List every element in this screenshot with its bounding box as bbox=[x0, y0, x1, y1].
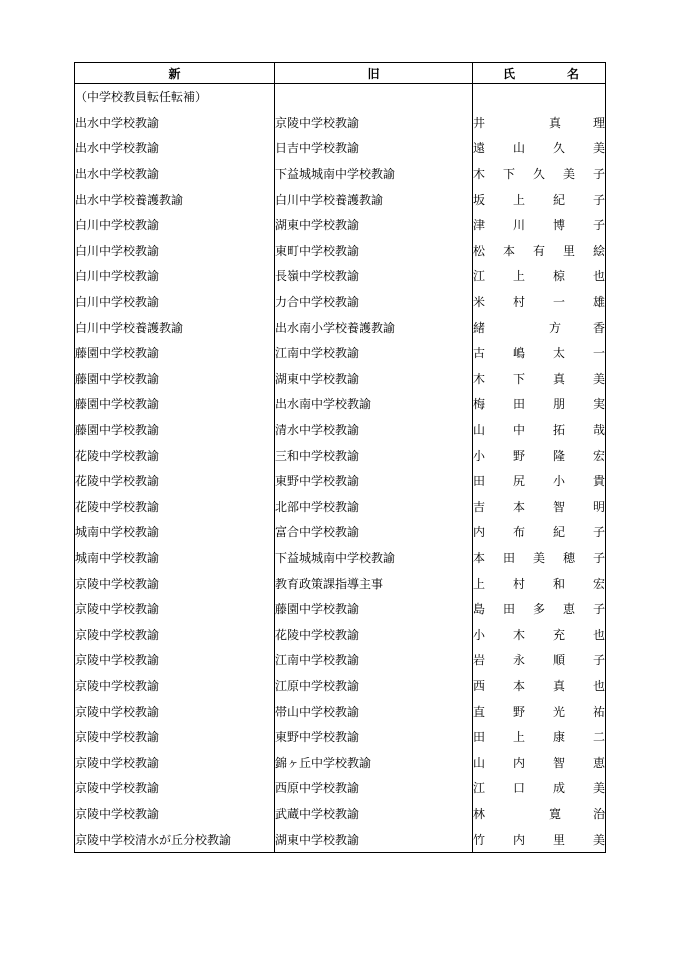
name-char: 二 bbox=[592, 730, 605, 745]
name-char: 恵 bbox=[562, 602, 575, 617]
name-char: 紀 bbox=[552, 525, 565, 540]
person-name bbox=[473, 775, 606, 801]
name-char: 隆 bbox=[552, 448, 565, 463]
name-char: 智 bbox=[552, 755, 565, 770]
name-char: 尻 bbox=[512, 474, 525, 489]
person-name bbox=[473, 545, 606, 571]
table-row bbox=[75, 135, 606, 161]
name-char: 光 bbox=[552, 704, 565, 719]
header-name-char: 名 bbox=[566, 66, 579, 81]
name-char: 美 bbox=[562, 167, 575, 182]
name-char: 方 bbox=[548, 320, 561, 335]
name-char: 也 bbox=[592, 627, 605, 642]
new-position: 京陵中学校教諭 bbox=[75, 698, 275, 724]
old-position: 教育政策課指導主事 bbox=[275, 570, 473, 596]
name-char: 美 bbox=[592, 371, 605, 386]
name-char: 島 bbox=[473, 602, 486, 617]
table-row bbox=[75, 417, 606, 443]
name-char: 一 bbox=[592, 346, 605, 361]
new-position: 出水中学校養護教諭 bbox=[75, 186, 275, 212]
person-name bbox=[473, 749, 606, 775]
old-position: 藤園中学校教諭 bbox=[275, 596, 473, 622]
name-char: 多 bbox=[532, 602, 545, 617]
old-position: 錦ヶ丘中学校教諭 bbox=[275, 749, 473, 775]
old-position: 湖東中学校教諭 bbox=[275, 826, 473, 852]
name-char: 子 bbox=[592, 218, 605, 233]
old-position: 東野中学校教諭 bbox=[275, 468, 473, 494]
name-char: 緒 bbox=[473, 320, 486, 335]
name-char: 坂 bbox=[473, 192, 486, 207]
name-char: 上 bbox=[512, 730, 525, 745]
person-name bbox=[473, 494, 606, 520]
old-position: 湖東中学校教諭 bbox=[275, 366, 473, 392]
new-position: 京陵中学校教諭 bbox=[75, 673, 275, 699]
name-char: 口 bbox=[512, 781, 525, 796]
person-name bbox=[473, 186, 606, 212]
name-char: 梅 bbox=[473, 397, 486, 412]
name-char: 内 bbox=[512, 832, 525, 847]
new-position: 出水中学校教諭 bbox=[75, 110, 275, 136]
name-char: 竹 bbox=[473, 832, 486, 847]
name-char: 拓 bbox=[552, 423, 565, 438]
name-char: 理 bbox=[592, 115, 605, 130]
old-position: 西原中学校教諭 bbox=[275, 775, 473, 801]
name-char: 直 bbox=[473, 704, 486, 719]
old-position: 出水南中学校教諭 bbox=[275, 391, 473, 417]
name-char: 朋 bbox=[552, 397, 565, 412]
header-new: 新 bbox=[75, 63, 275, 84]
old-position: 長嶺中学校教諭 bbox=[275, 263, 473, 289]
name-char: 雄 bbox=[592, 295, 605, 310]
table-row bbox=[75, 801, 606, 827]
name-char: 和 bbox=[552, 576, 565, 591]
name-char: 吉 bbox=[473, 499, 486, 514]
name-char: 美 bbox=[532, 550, 545, 565]
name-char: 一 bbox=[552, 295, 565, 310]
name-char: 本 bbox=[473, 550, 486, 565]
name-char: 山 bbox=[473, 423, 486, 438]
name-char: 実 bbox=[592, 397, 605, 412]
old-position: 日吉中学校教諭 bbox=[275, 135, 473, 161]
new-position: 出水中学校教諭 bbox=[75, 161, 275, 187]
table-row bbox=[75, 621, 606, 647]
new-position: 白川中学校養護教諭 bbox=[75, 314, 275, 340]
name-char: 子 bbox=[592, 167, 605, 182]
person-name bbox=[473, 724, 606, 750]
name-char: 上 bbox=[512, 269, 525, 284]
table-row bbox=[75, 212, 606, 238]
name-char: 田 bbox=[473, 730, 486, 745]
name-char: 美 bbox=[592, 832, 605, 847]
name-char: 香 bbox=[592, 320, 605, 335]
name-char: 明 bbox=[592, 499, 605, 514]
name-char: 子 bbox=[592, 653, 605, 668]
header-name-char: 氏 bbox=[503, 66, 516, 81]
person-name bbox=[473, 417, 606, 443]
table-row bbox=[75, 673, 606, 699]
name-char: 里 bbox=[552, 832, 565, 847]
new-position: 白川中学校教諭 bbox=[75, 212, 275, 238]
table-row bbox=[75, 749, 606, 775]
name-char: 祐 bbox=[592, 704, 605, 719]
name-char: 宏 bbox=[592, 448, 605, 463]
name-char: 内 bbox=[473, 525, 486, 540]
name-char: 川 bbox=[512, 218, 525, 233]
new-position: 京陵中学校教諭 bbox=[75, 749, 275, 775]
name-char: 子 bbox=[592, 602, 605, 617]
old-position: 富合中学校教諭 bbox=[275, 519, 473, 545]
person-name bbox=[473, 570, 606, 596]
name-char: 下 bbox=[502, 167, 515, 182]
table-row bbox=[75, 161, 606, 187]
new-position: 京陵中学校清水が丘分校教諭 bbox=[75, 826, 275, 852]
name-char: 美 bbox=[592, 781, 605, 796]
old-position: 下益城城南中学校教諭 bbox=[275, 545, 473, 571]
table-row bbox=[75, 570, 606, 596]
old-position: 清水中学校教諭 bbox=[275, 417, 473, 443]
table-row bbox=[75, 366, 606, 392]
header-row bbox=[75, 63, 606, 84]
old-position: 三和中学校教諭 bbox=[275, 442, 473, 468]
name-char: 内 bbox=[512, 755, 525, 770]
name-char: 野 bbox=[512, 448, 525, 463]
table-row bbox=[75, 494, 606, 520]
name-char: 村 bbox=[512, 576, 525, 591]
name-char: 小 bbox=[552, 474, 565, 489]
name-char: 貴 bbox=[592, 474, 605, 489]
empty-cell bbox=[275, 84, 473, 110]
person-name bbox=[473, 647, 606, 673]
name-char: 江 bbox=[473, 781, 486, 796]
name-char: 田 bbox=[502, 602, 515, 617]
table-row bbox=[75, 545, 606, 571]
name-char: 田 bbox=[512, 397, 525, 412]
name-char: 林 bbox=[473, 806, 486, 821]
name-char: 久 bbox=[552, 141, 565, 156]
old-position: 帯山中学校教諭 bbox=[275, 698, 473, 724]
person-name bbox=[473, 596, 606, 622]
name-char: 野 bbox=[512, 704, 525, 719]
person-name bbox=[473, 110, 606, 136]
person-name bbox=[473, 826, 606, 852]
name-char: 西 bbox=[473, 678, 486, 693]
old-position: 東野中学校教諭 bbox=[275, 724, 473, 750]
person-name bbox=[473, 161, 606, 187]
name-char: 田 bbox=[502, 550, 515, 565]
old-position: 白川中学校養護教諭 bbox=[275, 186, 473, 212]
old-position: 花陵中学校教諭 bbox=[275, 621, 473, 647]
name-char: 村 bbox=[512, 295, 525, 310]
table-row bbox=[75, 647, 606, 673]
name-char: 美 bbox=[592, 141, 605, 156]
new-position: 城南中学校教諭 bbox=[75, 519, 275, 545]
name-char: 松 bbox=[473, 243, 486, 258]
name-char: 太 bbox=[552, 346, 565, 361]
table-row bbox=[75, 340, 606, 366]
name-char: 山 bbox=[512, 141, 525, 156]
person-name bbox=[473, 801, 606, 827]
old-position: 江原中学校教諭 bbox=[275, 673, 473, 699]
name-char: 布 bbox=[512, 525, 525, 540]
person-name bbox=[473, 263, 606, 289]
new-position: 藤園中学校教諭 bbox=[75, 366, 275, 392]
header-name bbox=[473, 63, 606, 84]
person-name bbox=[473, 698, 606, 724]
name-char: 木 bbox=[512, 627, 525, 642]
table-row bbox=[75, 391, 606, 417]
table-row bbox=[75, 826, 606, 852]
name-char: 成 bbox=[552, 781, 565, 796]
name-char: 本 bbox=[502, 243, 515, 258]
name-char: 上 bbox=[473, 576, 486, 591]
name-char: 津 bbox=[473, 218, 486, 233]
person-name bbox=[473, 366, 606, 392]
empty-cell bbox=[473, 84, 606, 110]
section-title: （中学校教員転任転補） bbox=[75, 84, 275, 110]
name-char: 遠 bbox=[473, 141, 486, 156]
old-position: 武蔵中学校教諭 bbox=[275, 801, 473, 827]
table-row bbox=[75, 724, 606, 750]
name-char: 也 bbox=[592, 678, 605, 693]
name-char: 井 bbox=[473, 115, 486, 130]
name-char: 嶋 bbox=[512, 346, 525, 361]
old-position: 下益城城南中学校教諭 bbox=[275, 161, 473, 187]
name-char: 真 bbox=[552, 371, 565, 386]
table-row bbox=[75, 775, 606, 801]
table-row bbox=[75, 596, 606, 622]
name-char: 田 bbox=[473, 474, 486, 489]
new-position: 京陵中学校教諭 bbox=[75, 724, 275, 750]
name-char: 博 bbox=[552, 218, 565, 233]
name-char: 小 bbox=[473, 627, 486, 642]
old-position: 出水南小学校養護教諭 bbox=[275, 314, 473, 340]
table-row bbox=[75, 238, 606, 264]
new-position: 藤園中学校教諭 bbox=[75, 417, 275, 443]
header-old: 旧 bbox=[275, 63, 473, 84]
table-row bbox=[75, 263, 606, 289]
name-char: 真 bbox=[552, 678, 565, 693]
old-position: 湖東中学校教諭 bbox=[275, 212, 473, 238]
name-char: 治 bbox=[592, 806, 605, 821]
name-char: 有 bbox=[532, 243, 545, 258]
name-char: 智 bbox=[552, 499, 565, 514]
name-char: 木 bbox=[473, 371, 486, 386]
new-position: 京陵中学校教諭 bbox=[75, 775, 275, 801]
name-char: 小 bbox=[473, 448, 486, 463]
person-name bbox=[473, 135, 606, 161]
table-row bbox=[75, 289, 606, 315]
name-char: 米 bbox=[473, 295, 486, 310]
name-char: 紀 bbox=[552, 192, 565, 207]
person-name bbox=[473, 468, 606, 494]
table-row bbox=[75, 186, 606, 212]
old-position: 江南中学校教諭 bbox=[275, 647, 473, 673]
new-position: 京陵中学校教諭 bbox=[75, 647, 275, 673]
name-char: 康 bbox=[552, 730, 565, 745]
name-char: 江 bbox=[473, 269, 486, 284]
table-row bbox=[75, 519, 606, 545]
section-row bbox=[75, 84, 606, 110]
name-char: 宏 bbox=[592, 576, 605, 591]
old-position: 力合中学校教諭 bbox=[275, 289, 473, 315]
person-name bbox=[473, 442, 606, 468]
name-char: 里 bbox=[562, 243, 575, 258]
table-row bbox=[75, 698, 606, 724]
new-position: 白川中学校教諭 bbox=[75, 263, 275, 289]
table-row bbox=[75, 442, 606, 468]
old-position: 東町中学校教諭 bbox=[275, 238, 473, 264]
name-char: 永 bbox=[512, 653, 525, 668]
new-position: 京陵中学校教諭 bbox=[75, 621, 275, 647]
name-char: 下 bbox=[512, 371, 525, 386]
name-char: 上 bbox=[512, 192, 525, 207]
name-char: 本 bbox=[512, 499, 525, 514]
name-char: 古 bbox=[473, 346, 486, 361]
name-char: 恵 bbox=[592, 755, 605, 770]
person-name bbox=[473, 519, 606, 545]
table-row bbox=[75, 468, 606, 494]
table-row bbox=[75, 110, 606, 136]
name-char: 久 bbox=[532, 167, 545, 182]
person-name bbox=[473, 391, 606, 417]
person-name bbox=[473, 340, 606, 366]
name-char: 也 bbox=[592, 269, 605, 284]
new-position: 花陵中学校教諭 bbox=[75, 494, 275, 520]
name-char: 子 bbox=[592, 550, 605, 565]
name-char: 子 bbox=[592, 525, 605, 540]
name-char: 山 bbox=[473, 755, 486, 770]
name-char: 穂 bbox=[562, 550, 575, 565]
person-name bbox=[473, 314, 606, 340]
name-char: 中 bbox=[512, 423, 525, 438]
name-char: 順 bbox=[552, 653, 565, 668]
old-position: 京陵中学校教諭 bbox=[275, 110, 473, 136]
new-position: 藤園中学校教諭 bbox=[75, 340, 275, 366]
name-char: 絵 bbox=[592, 243, 605, 258]
old-position: 北部中学校教諭 bbox=[275, 494, 473, 520]
personnel-table bbox=[74, 62, 606, 853]
name-char: 哉 bbox=[592, 423, 605, 438]
new-position: 白川中学校教諭 bbox=[75, 238, 275, 264]
name-char: 子 bbox=[592, 192, 605, 207]
person-name bbox=[473, 621, 606, 647]
new-position: 花陵中学校教諭 bbox=[75, 442, 275, 468]
name-char: 真 bbox=[548, 115, 561, 130]
name-char: 岩 bbox=[473, 653, 486, 668]
new-position: 京陵中学校教諭 bbox=[75, 801, 275, 827]
name-char: 本 bbox=[512, 678, 525, 693]
person-name bbox=[473, 212, 606, 238]
old-position: 江南中学校教諭 bbox=[275, 340, 473, 366]
person-name bbox=[473, 289, 606, 315]
name-char: 椋 bbox=[552, 269, 565, 284]
new-position: 京陵中学校教諭 bbox=[75, 570, 275, 596]
new-position: 京陵中学校教諭 bbox=[75, 596, 275, 622]
new-position: 出水中学校教諭 bbox=[75, 135, 275, 161]
person-name bbox=[473, 238, 606, 264]
new-position: 城南中学校教諭 bbox=[75, 545, 275, 571]
new-position: 白川中学校教諭 bbox=[75, 289, 275, 315]
person-name bbox=[473, 673, 606, 699]
new-position: 藤園中学校教諭 bbox=[75, 391, 275, 417]
name-char: 木 bbox=[473, 167, 486, 182]
table-row bbox=[75, 314, 606, 340]
new-position: 花陵中学校教諭 bbox=[75, 468, 275, 494]
name-char: 充 bbox=[552, 627, 565, 642]
name-char: 寛 bbox=[548, 806, 561, 821]
